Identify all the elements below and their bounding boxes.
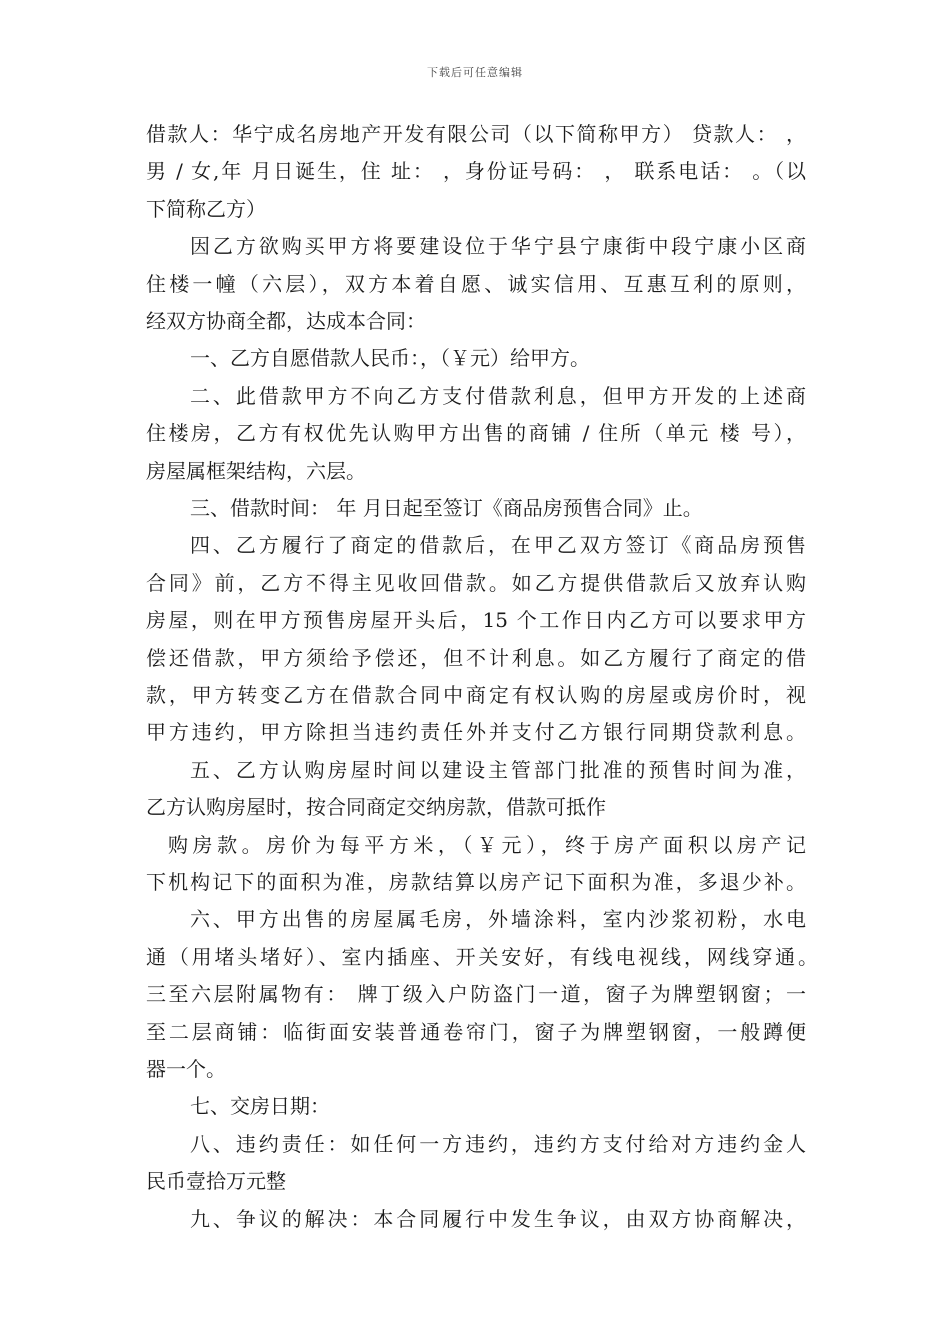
text-line: 房屋，则在甲方预售房屋开头后，15 个工作日内乙方可以要求甲方 bbox=[146, 608, 806, 633]
text-line: 男 / 女,年 月日诞生，住 址： ，身份证号码： ， 联系电话： 。（以 bbox=[146, 159, 806, 184]
text-line: 住楼一幢（六层），双方本着自愿、诚实信用、互惠互利的原则， bbox=[146, 271, 806, 296]
text-line: 民币壹拾万元整 bbox=[146, 1169, 286, 1194]
text-line: 合同》前，乙方不得主见收回借款。如乙方提供借款后又放弃认购 bbox=[146, 570, 806, 595]
text-line: 八、违约责任：如任何一方违约，违约方支付给对方违约金人 bbox=[190, 1131, 806, 1156]
text-line: 六、甲方出售的房屋属毛房，外墙涂料，室内沙浆初粉，水电 bbox=[190, 907, 806, 932]
text-line: 经双方协商全都，达成本合同： bbox=[146, 309, 426, 333]
text-line: 七、交房日期： bbox=[190, 1094, 330, 1119]
text-line: 器一个。 bbox=[146, 1057, 226, 1081]
text-line: 九、争议的解决：本合同履行中发生争议，由双方协商解决， bbox=[190, 1206, 806, 1231]
text-line: 乙方认购房屋时，按合同商定交纳房款，借款可抵作 bbox=[146, 795, 606, 820]
text-line: 住楼房，乙方有权优先认购甲方出售的商铺 / 住所（单元 楼 号）， bbox=[146, 421, 806, 446]
text-line: 三、借款时间： 年 月日起至签订《商品房预售合同》止。 bbox=[190, 496, 703, 520]
text-line: 三至六层附属物有： 牌丁级入户防盗门一道，窗子为牌塑钢窗；一 bbox=[146, 982, 806, 1007]
text-line: 至二层商铺：临街面安装普通卷帘门，窗子为牌塑钢窗，一般蹲便 bbox=[146, 1019, 806, 1044]
text-line: 一、乙方自愿借款人民币：，（￥元）给甲方。 bbox=[190, 346, 590, 371]
text-line: 四、乙方履行了商定的借款后，在甲乙双方签订《商品房预售 bbox=[190, 533, 806, 558]
text-line: 二、此借款甲方不向乙方支付借款利息，但甲方开发的上述商 bbox=[190, 383, 806, 408]
text-line: 下机构记下的面积为准，房款结算以房产记下面积为准，多退少补。 bbox=[146, 870, 806, 894]
text-line: 款，甲方转变乙方在借款合同中商定有权认购的房屋或房价时，视 bbox=[146, 683, 806, 707]
text-line: 借款人：华宁成名房地产开发有限公司（以下简称甲方） 贷款人： ， bbox=[146, 122, 806, 146]
text-line: 偿还借款，甲方须给予偿还，但不计利息。如乙方履行了商定的借 bbox=[146, 645, 806, 670]
text-line: 购房款。房价为每平方米，（￥元），终于房产面积以房产记 bbox=[168, 832, 806, 857]
text-line: 通（用堵头堵好）、室内插座、开关安好，有线电视线，网线穿通。 bbox=[146, 944, 818, 969]
text-line: 下简称乙方） bbox=[146, 196, 266, 221]
text-line: 房屋属框架结构，六层。 bbox=[146, 458, 366, 483]
text-line: 五、乙方认购房屋时间以建设主管部门批准的预售时间为准， bbox=[190, 757, 806, 782]
text-line: 因乙方欲购买甲方将要建设位于华宁县宁康街中段宁康小区商 bbox=[190, 234, 806, 259]
text-line: 甲方违约，甲方除担当违约责任外并支付乙方银行同期贷款利息。 bbox=[146, 720, 806, 745]
page-header: 下载后可任意编辑 bbox=[427, 66, 523, 79]
